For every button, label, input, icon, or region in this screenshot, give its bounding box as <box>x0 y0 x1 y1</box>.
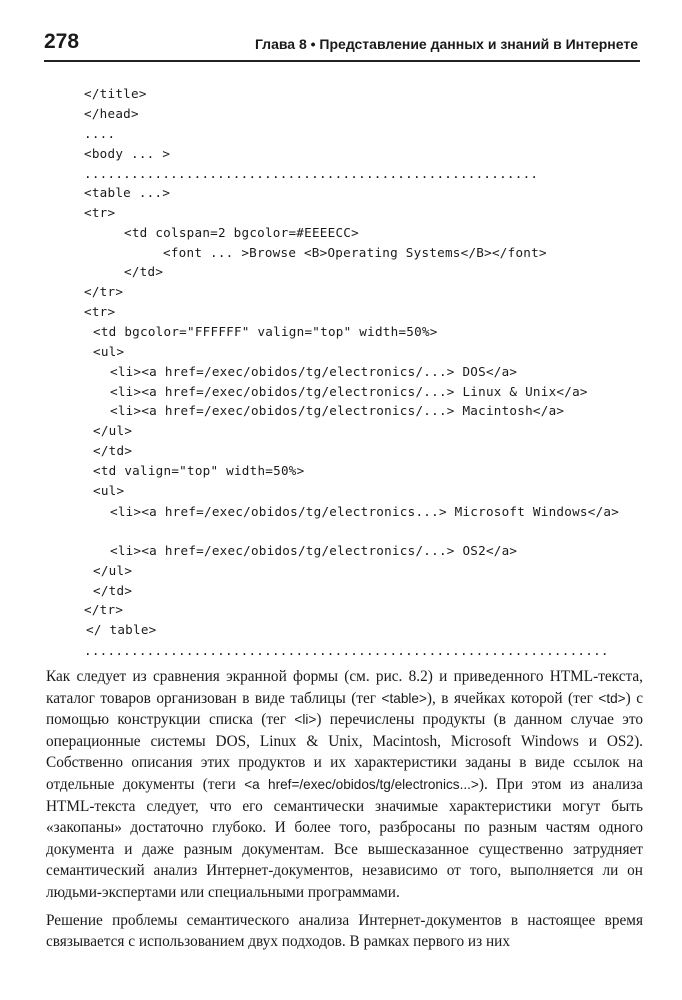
code-line: </ul> <box>93 563 133 578</box>
body-text <box>46 666 643 953</box>
inline-code: <table> <box>381 690 427 706</box>
text-run: ) перечислены продукты (в данном случае это операционные системы DOS, Linux & Unix, Macintosh, Microsoft Windows и OS2). Собственно описания этих продуктов и их характеристики заданы в виде ссылок на отдельные документы (теги <box>46 711 643 793</box>
code-line: <tr> <box>84 304 116 319</box>
code-line: .... <box>84 126 116 141</box>
code-line: <td bgcolor="FFFFFF" valign="top" width=50%> <box>93 324 438 339</box>
text-run: Как следует из сравнения экранной формы (см. рис. 8.2) и приведенного HTML-текста, каталог товаров организован в виде таблицы (тег <box>46 668 643 707</box>
code-line: <body ... > <box>84 146 171 161</box>
code-line: </tr> <box>84 602 124 617</box>
code-line: </td> <box>124 264 164 279</box>
inline-code: <a href=/exec/obidos/tg/electronics...> <box>244 776 479 792</box>
code-line: </ul> <box>93 423 133 438</box>
code-line: <li><a href=/exec/obidos/tg/electronics/...> OS2</a> <box>110 543 518 558</box>
code-line: ................................................................... <box>84 643 609 658</box>
code-line: <li><a href=/exec/obidos/tg/electronics/...> Macintosh</a> <box>110 403 565 418</box>
code-line: </ table> <box>86 622 157 637</box>
paragraph <box>46 666 643 904</box>
code-line: <ul> <box>93 483 125 498</box>
page-header <box>44 26 640 62</box>
code-line: <li><a href=/exec/obidos/tg/electronics/...> DOS</a> <box>110 364 518 379</box>
code-line: </td> <box>93 443 133 458</box>
code-line: </td> <box>93 583 133 598</box>
code-line: .......................................................... <box>84 166 539 181</box>
code-line: </tr> <box>84 284 124 299</box>
code-line: <li><a href=/exec/obidos/tg/electronics...> Microsoft Windows</a> <box>110 504 620 519</box>
page-number: 278 <box>44 30 80 53</box>
running-head: Глава 8 • Представление данных и знаний в Интернете <box>254 36 638 52</box>
code-line: <tr> <box>84 205 116 220</box>
code-line: <table ...> <box>84 185 171 200</box>
inline-code: <td> <box>598 690 626 706</box>
code-line: <font ... >Browse <B>Operating Systems</B></font> <box>163 245 547 260</box>
code-line: <li><a href=/exec/obidos/tg/electronics/...> Linux & Unix</a> <box>110 384 588 399</box>
code-line: <ul> <box>93 344 125 359</box>
code-line: <td colspan=2 bgcolor=#EEEECC> <box>124 225 359 240</box>
inline-code: <li> <box>294 712 317 728</box>
text-run: ) с помощью конструкции списка (тег <box>46 689 643 729</box>
code-line: </head> <box>84 106 139 121</box>
text-run: ). При этом из анализа HTML-текста следует, что его семантически значимые характеристики могут быть «закопаны» достаточно глубоко. И более того, разбросаны по разным частям одного документа и даже разным документам. Все вышесказанное существенно затрудняет семантический анализ Интернет-документов, независимо от того, выполняется ли он людьми-экспертами или специальными программами. <box>46 775 643 901</box>
code-line: </title> <box>84 86 147 101</box>
text-run: ), в ячейках которой (тег <box>426 689 599 707</box>
code-line: <td valign="top" width=50%> <box>93 463 305 478</box>
paragraph: Решение проблемы семантического анализа Интернет-документов в настоящее время связывается с использованием двух подходов. В рамках первого из них <box>46 911 643 951</box>
